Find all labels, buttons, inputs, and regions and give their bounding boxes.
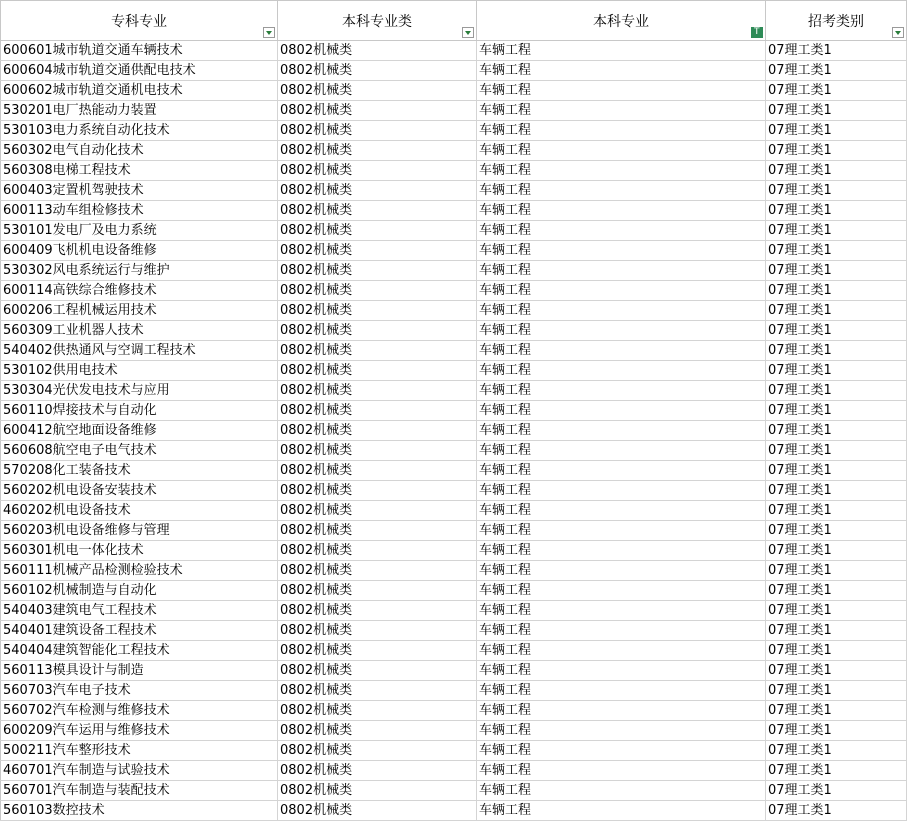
cell-zhuanke[interactable]: 560701汽车制造与装配技术 (1, 781, 278, 801)
cell-benke-zhuanye[interactable]: 车辆工程 (477, 361, 766, 381)
header-label: 专科专业 (111, 13, 167, 30)
table-row (1, 561, 907, 581)
cell-benke-zhuanye[interactable]: 车辆工程 (477, 281, 766, 301)
cell-benke-lei[interactable]: 0802机械类 (278, 141, 477, 161)
table-row (1, 221, 907, 241)
cell-benke-lei[interactable]: 0802机械类 (278, 401, 477, 421)
cell-zhuanke[interactable]: 560111机械产品检测检验技术 (1, 561, 278, 581)
cell-zhuanke[interactable]: 570208化工装备技术 (1, 461, 278, 481)
table-row (1, 501, 907, 521)
table-row (1, 301, 907, 321)
cell-zhaokao-leibie[interactable]: 07理工类1 (766, 361, 907, 381)
cell-benke-lei[interactable]: 0802机械类 (278, 241, 477, 261)
cell-benke-zhuanye[interactable]: 车辆工程 (477, 261, 766, 281)
header-cell-benke-zhuanye[interactable] (477, 1, 766, 41)
table-row (1, 701, 907, 721)
cell-benke-zhuanye[interactable]: 车辆工程 (477, 721, 766, 741)
table-row (1, 81, 907, 101)
cell-zhuanke[interactable]: 560203机电设备维修与管理 (1, 521, 278, 541)
cell-zhuanke[interactable]: 600601城市轨道交通车辆技术 (1, 41, 278, 61)
cell-benke-zhuanye[interactable]: 车辆工程 (477, 661, 766, 681)
table-row (1, 521, 907, 541)
cell-zhuanke[interactable]: 560110焊接技术与自动化 (1, 401, 278, 421)
cell-benke-zhuanye[interactable]: 车辆工程 (477, 621, 766, 641)
cell-zhaokao-leibie[interactable]: 07理工类1 (766, 681, 907, 701)
cell-benke-lei[interactable]: 0802机械类 (278, 361, 477, 381)
table-row (1, 641, 907, 661)
cell-benke-lei[interactable]: 0802机械类 (278, 721, 477, 741)
cell-benke-zhuanye[interactable]: 车辆工程 (477, 221, 766, 241)
cell-zhaokao-leibie[interactable]: 07理工类1 (766, 341, 907, 361)
cell-benke-lei[interactable]: 0802机械类 (278, 761, 477, 781)
header-cell-benke-lei[interactable] (278, 1, 477, 41)
dropdown-arrow-icon[interactable] (892, 27, 904, 38)
cell-zhaokao-leibie[interactable]: 07理工类1 (766, 561, 907, 581)
cell-benke-lei[interactable]: 0802机械类 (278, 121, 477, 141)
cell-benke-zhuanye[interactable]: 车辆工程 (477, 641, 766, 661)
table-row (1, 41, 907, 61)
cell-benke-lei[interactable]: 0802机械类 (278, 61, 477, 81)
cell-zhaokao-leibie[interactable]: 07理工类1 (766, 721, 907, 741)
cell-benke-zhuanye[interactable]: 车辆工程 (477, 321, 766, 341)
cell-zhuanke[interactable]: 600602城市轨道交通机电技术 (1, 81, 278, 101)
cell-benke-zhuanye[interactable]: 车辆工程 (477, 401, 766, 421)
cell-benke-lei[interactable]: 0802机械类 (278, 321, 477, 341)
cell-benke-zhuanye[interactable]: 车辆工程 (477, 541, 766, 561)
header-row (1, 1, 907, 41)
cell-zhuanke[interactable]: 500211汽车整形技术 (1, 741, 278, 761)
table-row (1, 461, 907, 481)
cell-benke-zhuanye[interactable]: 车辆工程 (477, 101, 766, 121)
cell-benke-lei[interactable]: 0802机械类 (278, 101, 477, 121)
header-label: 招考类别 (808, 13, 864, 30)
cell-benke-zhuanye[interactable]: 车辆工程 (477, 601, 766, 621)
cell-benke-lei[interactable]: 0802机械类 (278, 741, 477, 761)
cell-benke-lei[interactable]: 0802机械类 (278, 661, 477, 681)
cell-zhaokao-leibie[interactable]: 07理工类1 (766, 181, 907, 201)
cell-benke-lei[interactable]: 0802机械类 (278, 381, 477, 401)
cell-zhaokao-leibie[interactable]: 07理工类1 (766, 401, 907, 421)
cell-benke-zhuanye[interactable]: 车辆工程 (477, 581, 766, 601)
table-row (1, 721, 907, 741)
cell-zhaokao-leibie[interactable]: 07理工类1 (766, 441, 907, 461)
cell-benke-lei[interactable]: 0802机械类 (278, 701, 477, 721)
cell-benke-zhuanye[interactable]: 车辆工程 (477, 61, 766, 81)
cell-benke-zhuanye[interactable]: 车辆工程 (477, 341, 766, 361)
cell-zhaokao-leibie[interactable]: 07理工类1 (766, 421, 907, 441)
cell-zhaokao-leibie[interactable]: 07理工类1 (766, 241, 907, 261)
table-row (1, 261, 907, 281)
cell-zhaokao-leibie[interactable]: 07理工类1 (766, 761, 907, 781)
cell-zhaokao-leibie[interactable]: 07理工类1 (766, 501, 907, 521)
header-label: 本科专业类 (342, 13, 412, 30)
table-row (1, 761, 907, 781)
cell-benke-zhuanye[interactable]: 车辆工程 (477, 481, 766, 501)
cell-zhaokao-leibie[interactable]: 07理工类1 (766, 781, 907, 801)
table-row (1, 381, 907, 401)
cell-benke-lei[interactable]: 0802机械类 (278, 801, 477, 821)
table-row (1, 61, 907, 81)
cell-benke-lei[interactable]: 0802机械类 (278, 641, 477, 661)
cell-benke-zhuanye[interactable]: 车辆工程 (477, 461, 766, 481)
cell-zhaokao-leibie[interactable]: 07理工类1 (766, 461, 907, 481)
cell-zhuanke[interactable]: 560702汽车检测与维修技术 (1, 701, 278, 721)
cell-benke-lei[interactable]: 0802机械类 (278, 341, 477, 361)
cell-zhuanke[interactable]: 540403建筑电气工程技术 (1, 601, 278, 621)
table-row (1, 321, 907, 341)
cell-benke-lei[interactable]: 0802机械类 (278, 421, 477, 441)
table-row (1, 141, 907, 161)
cell-benke-zhuanye[interactable]: 车辆工程 (477, 801, 766, 821)
cell-zhuanke[interactable]: 530101发电厂及电力系统 (1, 221, 278, 241)
table-row (1, 241, 907, 261)
cell-zhaokao-leibie[interactable]: 07理工类1 (766, 581, 907, 601)
cell-benke-lei[interactable]: 0802机械类 (278, 181, 477, 201)
table-row (1, 741, 907, 761)
cell-benke-lei[interactable]: 0802机械类 (278, 161, 477, 181)
cell-zhaokao-leibie[interactable]: 07理工类1 (766, 101, 907, 121)
table-row (1, 121, 907, 141)
cell-zhuanke[interactable]: 560103数控技术 (1, 801, 278, 821)
table-row (1, 541, 907, 561)
cell-zhaokao-leibie[interactable]: 07理工类1 (766, 541, 907, 561)
table-row (1, 201, 907, 221)
header-cell-zhaokao-leibie[interactable] (766, 1, 907, 41)
cell-zhuanke[interactable]: 530103电力系统自动化技术 (1, 121, 278, 141)
table-row (1, 161, 907, 181)
cell-zhaokao-leibie[interactable]: 07理工类1 (766, 61, 907, 81)
cell-benke-zhuanye[interactable]: 车辆工程 (477, 681, 766, 701)
cell-benke-zhuanye[interactable]: 车辆工程 (477, 181, 766, 201)
cell-benke-lei[interactable]: 0802机械类 (278, 81, 477, 101)
cell-benke-lei[interactable]: 0802机械类 (278, 681, 477, 701)
cell-benke-zhuanye[interactable]: 车辆工程 (477, 241, 766, 261)
cell-benke-lei[interactable]: 0802机械类 (278, 281, 477, 301)
cell-zhaokao-leibie[interactable]: 07理工类1 (766, 701, 907, 721)
cell-benke-zhuanye[interactable]: 车辆工程 (477, 301, 766, 321)
cell-zhaokao-leibie[interactable]: 07理工类1 (766, 121, 907, 141)
cell-benke-lei[interactable]: 0802机械类 (278, 581, 477, 601)
cell-zhuanke[interactable]: 540404建筑智能化工程技术 (1, 641, 278, 661)
cell-zhuanke[interactable]: 600403定置机驾驶技术 (1, 181, 278, 201)
table-row (1, 581, 907, 601)
cell-benke-lei[interactable]: 0802机械类 (278, 521, 477, 541)
cell-benke-lei[interactable]: 0802机械类 (278, 441, 477, 461)
cell-zhaokao-leibie[interactable]: 07理工类1 (766, 261, 907, 281)
cell-benke-lei[interactable]: 0802机械类 (278, 461, 477, 481)
cell-benke-lei[interactable]: 0802机械类 (278, 261, 477, 281)
header-label: 本科专业 (593, 13, 649, 30)
cell-benke-zhuanye[interactable]: 车辆工程 (477, 121, 766, 141)
cell-zhuanke[interactable]: 460202机电设备技术 (1, 501, 278, 521)
cell-zhaokao-leibie[interactable]: 07理工类1 (766, 221, 907, 241)
cell-benke-lei[interactable]: 0802机械类 (278, 781, 477, 801)
table-row (1, 421, 907, 441)
cell-zhuanke[interactable]: 560703汽车电子技术 (1, 681, 278, 701)
cell-zhaokao-leibie[interactable]: 07理工类1 (766, 141, 907, 161)
cell-zhuanke[interactable]: 540402供热通风与空调工程技术 (1, 341, 278, 361)
cell-benke-lei[interactable]: 0802机械类 (278, 301, 477, 321)
table-row (1, 661, 907, 681)
cell-benke-zhuanye[interactable]: 车辆工程 (477, 521, 766, 541)
filter-active-icon[interactable] (751, 27, 763, 38)
cell-zhaokao-leibie[interactable]: 07理工类1 (766, 601, 907, 621)
cell-benke-lei[interactable]: 0802机械类 (278, 201, 477, 221)
cell-benke-zhuanye[interactable]: 车辆工程 (477, 441, 766, 461)
table-row (1, 781, 907, 801)
cell-zhaokao-leibie[interactable]: 07理工类1 (766, 201, 907, 221)
cell-zhaokao-leibie[interactable]: 07理工类1 (766, 81, 907, 101)
cell-zhuanke[interactable]: 560102机械制造与自动化 (1, 581, 278, 601)
cell-benke-lei[interactable]: 0802机械类 (278, 561, 477, 581)
table-row (1, 401, 907, 421)
table-row (1, 481, 907, 501)
cell-zhuanke[interactable]: 540401建筑设备工程技术 (1, 621, 278, 641)
table-row (1, 801, 907, 821)
header-cell-zhuanke[interactable] (1, 1, 278, 41)
cell-zhaokao-leibie[interactable]: 07理工类1 (766, 801, 907, 821)
table-row (1, 681, 907, 701)
cell-zhuanke[interactable]: 560608航空电子电气技术 (1, 441, 278, 461)
cell-benke-lei[interactable]: 0802机械类 (278, 221, 477, 241)
cell-benke-zhuanye[interactable]: 车辆工程 (477, 201, 766, 221)
cell-zhaokao-leibie[interactable]: 07理工类1 (766, 661, 907, 681)
table-row (1, 361, 907, 381)
cell-zhaokao-leibie[interactable]: 07理工类1 (766, 301, 907, 321)
cell-zhaokao-leibie[interactable]: 07理工类1 (766, 621, 907, 641)
cell-benke-zhuanye[interactable]: 车辆工程 (477, 161, 766, 181)
table-row (1, 181, 907, 201)
cell-benke-zhuanye[interactable]: 车辆工程 (477, 81, 766, 101)
cell-zhuanke[interactable]: 560113模具设计与制造 (1, 661, 278, 681)
cell-zhuanke[interactable]: 600114高铁综合维修技术 (1, 281, 278, 301)
cell-zhuanke[interactable]: 460701汽车制造与试验技术 (1, 761, 278, 781)
cell-zhuanke[interactable]: 600113动车组检修技术 (1, 201, 278, 221)
cell-zhaokao-leibie[interactable]: 07理工类1 (766, 41, 907, 61)
table-row (1, 101, 907, 121)
cell-zhaokao-leibie[interactable]: 07理工类1 (766, 641, 907, 661)
table-body (1, 41, 907, 821)
cell-zhuanke[interactable]: 560301机电一体化技术 (1, 541, 278, 561)
cell-benke-zhuanye[interactable]: 车辆工程 (477, 781, 766, 801)
cell-zhuanke[interactable]: 600206工程机械运用技术 (1, 301, 278, 321)
cell-zhaokao-leibie[interactable]: 07理工类1 (766, 521, 907, 541)
cell-zhaokao-leibie[interactable]: 07理工类1 (766, 381, 907, 401)
cell-zhaokao-leibie[interactable]: 07理工类1 (766, 741, 907, 761)
cell-benke-zhuanye[interactable]: 车辆工程 (477, 561, 766, 581)
cell-benke-zhuanye[interactable]: 车辆工程 (477, 741, 766, 761)
cell-zhuanke[interactable]: 600409飞机机电设备维修 (1, 241, 278, 261)
cell-benke-lei[interactable]: 0802机械类 (278, 501, 477, 521)
table-row (1, 441, 907, 461)
cell-benke-lei[interactable]: 0802机械类 (278, 41, 477, 61)
cell-benke-lei[interactable]: 0802机械类 (278, 621, 477, 641)
cell-zhaokao-leibie[interactable]: 07理工类1 (766, 481, 907, 501)
cell-zhaokao-leibie[interactable]: 07理工类1 (766, 321, 907, 341)
cell-benke-lei[interactable]: 0802机械类 (278, 601, 477, 621)
cell-benke-zhuanye[interactable]: 车辆工程 (477, 141, 766, 161)
cell-benke-zhuanye[interactable]: 车辆工程 (477, 701, 766, 721)
cell-benke-zhuanye[interactable]: 车辆工程 (477, 41, 766, 61)
cell-benke-zhuanye[interactable]: 车辆工程 (477, 501, 766, 521)
cell-benke-lei[interactable]: 0802机械类 (278, 481, 477, 501)
cell-zhuanke[interactable]: 530302风电系统运行与维护 (1, 261, 278, 281)
cell-zhaokao-leibie[interactable]: 07理工类1 (766, 161, 907, 181)
cell-benke-lei[interactable]: 0802机械类 (278, 541, 477, 561)
cell-zhuanke[interactable]: 560302电气自动化技术 (1, 141, 278, 161)
cell-zhuanke[interactable]: 600604城市轨道交通供配电技术 (1, 61, 278, 81)
cell-zhuanke[interactable]: 560309工业机器人技术 (1, 321, 278, 341)
dropdown-arrow-icon[interactable] (462, 27, 474, 38)
cell-zhuanke[interactable]: 600412航空地面设备维修 (1, 421, 278, 441)
dropdown-arrow-icon[interactable] (263, 27, 275, 38)
cell-benke-zhuanye[interactable]: 车辆工程 (477, 381, 766, 401)
table-row (1, 281, 907, 301)
cell-zhuanke[interactable]: 560202机电设备安装技术 (1, 481, 278, 501)
cell-zhuanke[interactable]: 600209汽车运用与维修技术 (1, 721, 278, 741)
cell-benke-zhuanye[interactable]: 车辆工程 (477, 421, 766, 441)
cell-zhaokao-leibie[interactable]: 07理工类1 (766, 281, 907, 301)
table-row (1, 341, 907, 361)
cell-zhuanke[interactable]: 530102供用电技术 (1, 361, 278, 381)
cell-zhuanke[interactable]: 530201电厂热能动力装置 (1, 101, 278, 121)
table-row (1, 621, 907, 641)
cell-benke-zhuanye[interactable]: 车辆工程 (477, 761, 766, 781)
cell-zhuanke[interactable]: 530304光伏发电技术与应用 (1, 381, 278, 401)
table-row (1, 601, 907, 621)
cell-zhuanke[interactable]: 560308电梯工程技术 (1, 161, 278, 181)
